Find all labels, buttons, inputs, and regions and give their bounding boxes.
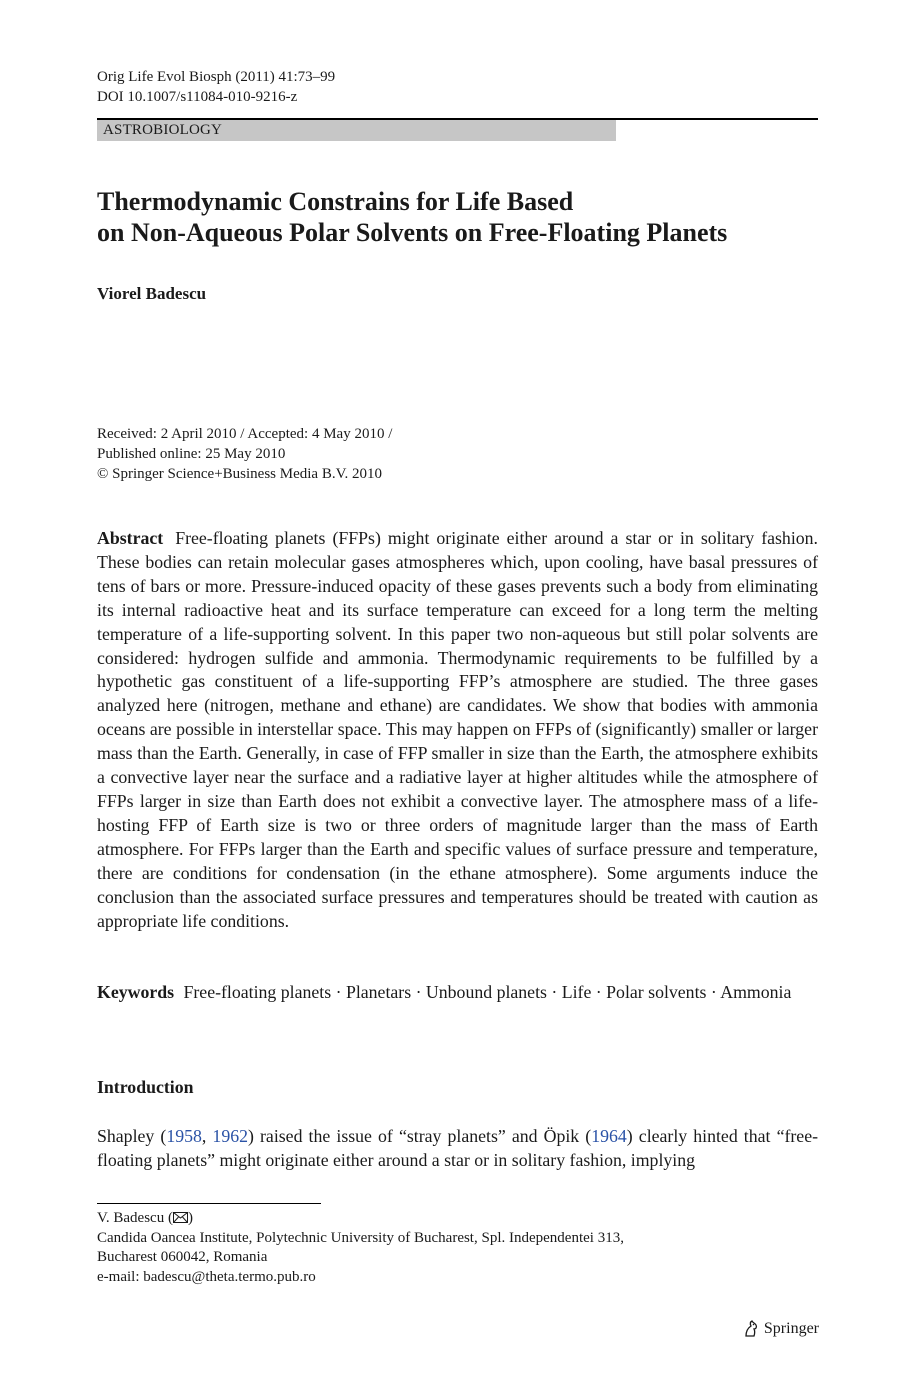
abstract-text: Free-floating planets (FFPs) might originate either around a star or in solitary fashion. These bodies can retain molecular gases atmospheres which, upon cooling, have basal pressures of tens of bars or more. Pressure-induced opacity of these gases prevents such a body from eliminating its internal radioactive heat and its surface temperature can exceed for a long term the melting temperature of a life-supporting solvent. In this paper two non-aqueous but still polar solvents are considered: hydrogen sulfide and ammonia. Thermodynamic requirements to be fulfilled by a hypothetic gas constituent of a life-supporting FFP’s atmosphere are studied. The three gases analyzed here (nitrogen, methane and ethane) are candidates. We show that bodies with ammonia oceans are possible in interstellar space. This may happen on FFPs of (significantly) smaller or larger mass than the Earth. Generally, in case of FFP smaller in size than the Earth, the atmosphere exhibits a convective layer near the surface and a radiative layer at higher altitudes while the atmosphere of FFPs larger in size than Earth does not exhibit a convective layer. The atmosphere mass of a life-hosting FFP of Earth size is two or three orders of magnitude larger than the mass of Earth atmosphere. For FFPs larger than the Earth and specific values of surface pressure and temperature, there are conditions for condensation (in the ethane atmosphere). Some arguments induce the conclusion than the associated surface pressures and temperatures should be treated with caution as appropriate life conditions. bbox=[97, 528, 818, 931]
intro-text-2: , bbox=[201, 1126, 213, 1146]
intro-text-1: Shapley ( bbox=[97, 1126, 167, 1146]
envelope-icon bbox=[173, 1212, 188, 1223]
received-accepted: Received: 2 April 2010 / Accepted: 4 May 2010 / bbox=[97, 426, 393, 442]
keywords bbox=[97, 980, 818, 1004]
citation-link[interactable]: 1964 bbox=[591, 1126, 627, 1146]
journal-citation: Orig Life Evol Biosph (2011) 41:73–99 bbox=[97, 69, 336, 85]
publisher-logo bbox=[742, 1320, 819, 1338]
publisher-name: Springer bbox=[763, 1320, 819, 1337]
introduction-heading: Introduction bbox=[97, 1077, 194, 1097]
journal-doi: DOI 10.1007/s11084-010-9216-z bbox=[97, 89, 298, 105]
paper-title bbox=[97, 186, 837, 248]
abstract bbox=[97, 527, 818, 933]
author-email[interactable]: e-mail: badescu@theta.termo.pub.ro bbox=[97, 1268, 316, 1285]
abstract-label: Abstract bbox=[97, 528, 164, 548]
keywords-text: Free-floating planets · Planetars · Unbound planets · Life · Polar solvents · Ammonia bbox=[183, 982, 792, 1002]
corresponding-author bbox=[97, 1209, 624, 1229]
intro-text-3: ) raised the issue of “stray planets” and Öpik ( bbox=[247, 1126, 592, 1146]
title-line-1: Thermodynamic Constrains for Life Based bbox=[97, 187, 574, 216]
citation-link[interactable]: 1962 bbox=[212, 1126, 248, 1146]
copyright: © Springer Science+Business Media B.V. 2010 bbox=[97, 466, 382, 482]
affiliation-line-2: Bucharest 060042, Romania bbox=[97, 1249, 268, 1265]
footnote-author: V. Badescu ( bbox=[97, 1210, 173, 1226]
published-online: Published online: 25 May 2010 bbox=[97, 446, 286, 462]
author-footnote bbox=[97, 1209, 624, 1287]
keywords-label: Keywords bbox=[97, 982, 175, 1002]
affiliation-line-1: Candida Oancea Institute, Polytechnic University of Bucharest, Spl. Independentei 313, bbox=[97, 1229, 624, 1246]
section-label: ASTROBIOLOGY bbox=[97, 120, 616, 141]
author-name: Viorel Badescu bbox=[97, 284, 207, 303]
citation-link[interactable]: 1958 bbox=[166, 1126, 202, 1146]
journal-header bbox=[97, 67, 335, 107]
introduction-text bbox=[97, 1124, 818, 1172]
footnote-rule bbox=[97, 1203, 321, 1204]
publication-dates bbox=[97, 424, 392, 484]
footnote-author-end: ) bbox=[187, 1210, 193, 1226]
title-line-2: on Non-Aqueous Polar Solvents on Free-Floating Planets bbox=[97, 218, 728, 247]
springer-horse-icon bbox=[742, 1320, 760, 1338]
intro-text-4: ) clearly hinted that “free-floating planets” might originate either around a star or in solitary fashion, implying bbox=[97, 1126, 819, 1170]
